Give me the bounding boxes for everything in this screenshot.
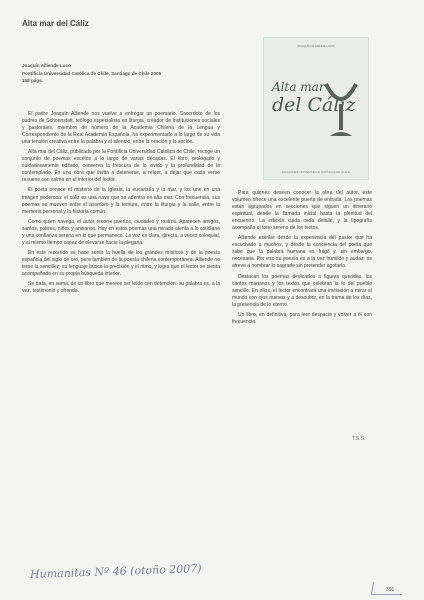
cover-author-line: JOAQUÍN ALLIENDE LUCO bbox=[297, 44, 335, 48]
paragraph: El padre Joaquín Alliende nos vuelve a entregar un poemario. Sacerdote de los padres de Schoenstatt, teólogo especialista en liturgia, creador de instituciones sociales y pastorales, miembro de número de la Academia Chilena de la Lengua y Correspondiente de la Real Academia Española, ha experimentado a lo largo de su vida una tensión creativa entre la palabra y el silencio, entre la oración y la acción. bbox=[22, 111, 220, 146]
review-column-left bbox=[22, 111, 220, 569]
paragraph: Se trata, en suma, de un libro que merece ser leído con detención: su palabra es, a la vez, testimonio y ofrenda. bbox=[22, 281, 220, 295]
chalice-icon bbox=[322, 80, 360, 142]
paragraph: En este recorrido se hace sentir la huella de los grandes místicos y de la poesía española del siglo de oro, pero también de la poesía chilena contemporánea. Alliende no teme la sencillez; su lenguaje busca la precisión y el ritmo, y logra que el lector se sienta acompañado en su propia búsqueda interior. bbox=[22, 249, 220, 277]
paragraph: Alliende escribe desde la experiencia del pastor que ha escuchado a muchos, y desde la conciencia del poeta que sabe que la palabra humana es frágil y, sin embargo, necesaria. Por eso su poesía es a la vez humilde y audaz: se atreve a nombrar lo sagrado sin pretender agotarlo. bbox=[232, 235, 372, 270]
paragraph: Para quienes deseen conocer la obra del autor, este volumen ofrece una excelente puerta de entrada. Los poemas están agrupados en secciones que siguen un itinerario espiritual, desde la llamada inicial hasta la plenitud del encuentro. La edición cuida cada detalle, y la tipografía acompaña el tono sereno de los textos. bbox=[232, 190, 372, 232]
review-column-right bbox=[232, 190, 372, 427]
handwritten-note: Humanitas Nº 46 (otoño 2007) bbox=[29, 562, 202, 581]
paragraph: El poeta conoce el misterio de la Iglesia, la eucaristía y la mar, y los une en una imagen poderosa: el cáliz es una nave que se adentra en alta mar. Con frecuencia, sus poemas se mueven entre el asombro y la ternura, entre la liturgia y la calle, entre la memoria personal y la historia común. bbox=[22, 187, 220, 215]
cover-publisher-line: EDICIONES UNIVERSIDAD CATÓLICA DE CHILE bbox=[282, 170, 350, 174]
book-publisher: Pontificia Universidad Católica de Chile, Santiago de Chile 2005 bbox=[22, 70, 162, 76]
book-details bbox=[22, 62, 161, 85]
paragraph: Como quien navega, el autor recorre puertos, ciudades y rostros. Aparecen amigos, santos, pobres, niños y ancianos. Hay en estos poemas una mirada atenta a lo cotidiano y una confianza serena en lo que permanece. La voz es clara, directa, a veces coloquial, y al mismo tiempo capaz de elevarse hacia la plegaria. bbox=[22, 218, 220, 246]
book-pages: 158 págs. bbox=[22, 78, 43, 83]
cover-title-line2: del Cáliz bbox=[272, 94, 356, 116]
cover-title-line1: Alta mar bbox=[272, 80, 325, 94]
reviewer-initials: T.S.S. bbox=[352, 436, 366, 442]
paragraph: Alta mar del Cáliz, publicado por la Pontificia Universidad Católica de Chile, recoge un conjunto de poemas escritos a lo largo de varias décadas. El libro, prologado y cuidadosamente editado, conserva la frescura de lo vivido y la profundidad de lo contemplado. Es una obra que invita a detenerse, a releer, a dejar que cada verso resuene con calma en el interior del lector. bbox=[22, 149, 220, 184]
review-title: Alta mar del Cáliz bbox=[22, 19, 89, 28]
book-cover-image bbox=[263, 37, 369, 180]
page-number: 391 bbox=[386, 587, 395, 593]
paragraph: Destacan los poemas dedicados a figuras queridas, los cantos marianos y los textos que celebran la fe del pueblo sencillo. En ellos, el lector encontrará una invitación a mirar el mundo con ojos nuevos y a descubrir, en la trama de los días, la presencia de lo eterno. bbox=[232, 273, 372, 308]
book-author: Joaquín Alliende Luco bbox=[22, 63, 71, 68]
paragraph: Un libro, en definitiva, para leer despacio y volver a él con frecuencia. bbox=[232, 311, 372, 325]
